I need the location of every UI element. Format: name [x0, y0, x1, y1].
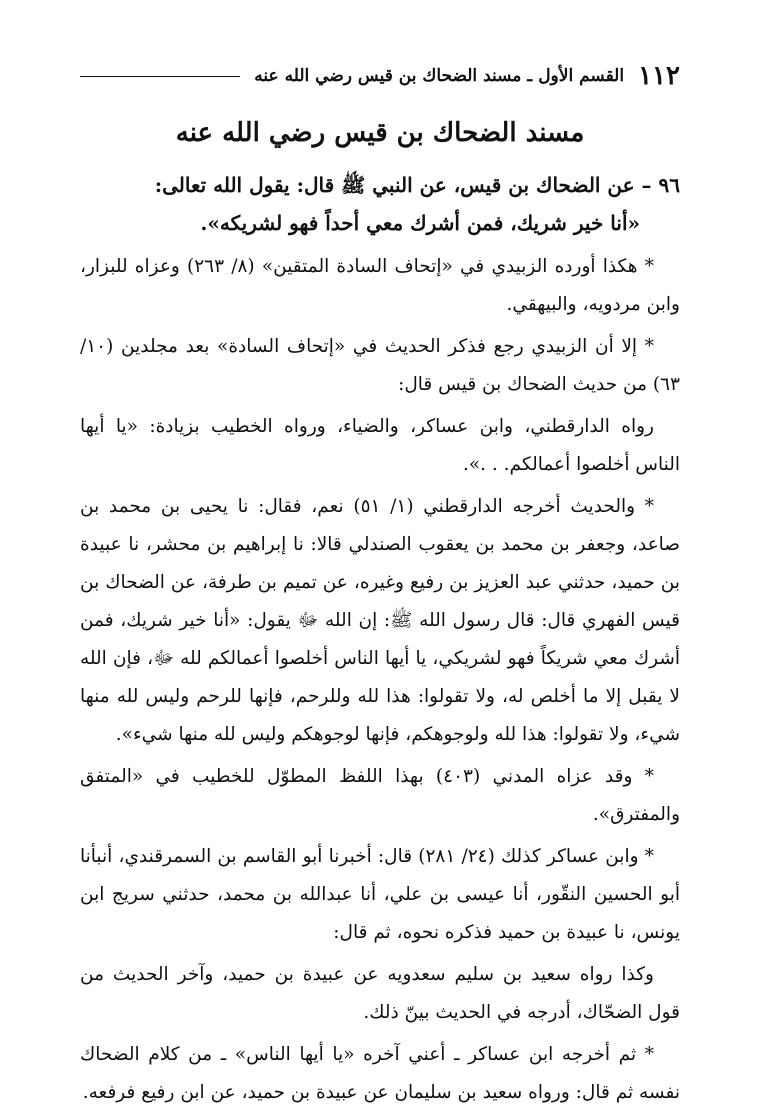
- hadith-text: «أنا خير شريك، فمن أشرك معي أحداً فهو لشريكه».: [200, 211, 640, 235]
- hadith-intro: ٩٦ – عن الضحاك بن قيس، عن النبي ﷺ قال: يقول الله تعالى:: [154, 173, 680, 197]
- commentary-paragraph-4: * والحديث أخرجه الدارقطني (١/ ٥١) نعم، فقال: نا يحيى بن محمد بن صاعد، وجعفر بن محمد بن يعقوب الصندلي قالا: نا إبراهيم بن محشر، نا عبيدة بن حميد، حدثني عبد العزيز بن رفيع وغيره، عن تميم بن طرفة، عن الضحاك بن قيس الفهري قال: قال رسول الله ﷺ: إن الله ﷻ يقول: «أنا خير شريك، فمن أشرك معي شريكاً فهو لشريكي، يا أيها الناس أخلصوا أعمالكم لله ﷻ، فإن الله لا يقبل إلا ما أخلص له، ولا تقولوا: هذا لله وللرحم، فإنها للرحم وليس لله منها شيء، ولا تقولوا: هذا لله ولوجوهكم، فإنها لوجوهكم وليس لله منها شيء».: [80, 496, 680, 745]
- commentary-paragraph-5: * وقد عزاه المدني (٤٠٣) بهذا اللفظ المطوّل للخطيب في «المتفق والمفترق».: [80, 766, 680, 825]
- page-number: ١١٢: [638, 61, 680, 91]
- page-header: [80, 56, 680, 96]
- commentary-paragraph-1: * هكذا أورده الزبيدي في «إتحاف السادة المتقين» (٨/ ٢٦٣) وعزاه للبزار، وابن مردويه، والبيهقي.: [80, 256, 680, 315]
- commentary-paragraph-7: وكذا رواه سعيد بن سليم سعدويه عن عبيدة بن حميد، وآخر الحديث من قول الضحّاك، أدرجه في الحديث بينّ ذلك.: [80, 964, 680, 1023]
- hadith-block: [80, 166, 680, 242]
- running-title: القسم الأول ـ مسند الضحاك بن قيس رضي الله عنه: [254, 66, 625, 86]
- commentary-paragraph-6: * وابن عساكر كذلك (٢٤/ ٢٨١) قال: أخبرنا أبو القاسم بن السمرقندي، أنبأنا أبو الحسين النقّور، أنا عيسى بن علي، أنا عبدالله بن محمد، حدثني سريج ابن يونس، نا عبيدة بن حميد فذكره نحوه، ثم قال:: [80, 846, 680, 943]
- commentary-paragraph-2: * إلا أن الزبيدي رجع فذكر الحديث في «إتحاف السادة» بعد مجلدين (١٠/ ٦٣) من حديث الضحاك بن قيس قال:: [80, 336, 680, 395]
- header-rule: [80, 76, 240, 77]
- section-title: مسند الضحاك بن قيس رضي الله عنه: [175, 118, 585, 148]
- commentary-paragraph-8: * ثم أخرجه ابن عساكر ـ أعني آخره «يا أيها الناس» ـ من كلام الضحاك نفسه ثم قال: ورواه سعيد بن سليمان عن عبيدة بن حميد، عن ابن رفيع فرفعه.: [80, 1044, 680, 1103]
- commentary-paragraph-3: رواه الدارقطني، وابن عساكر، والضياء، ورواه الخطيب بزيادة: «يا أيها الناس أخلصوا أعمالكم. . .».: [80, 416, 680, 475]
